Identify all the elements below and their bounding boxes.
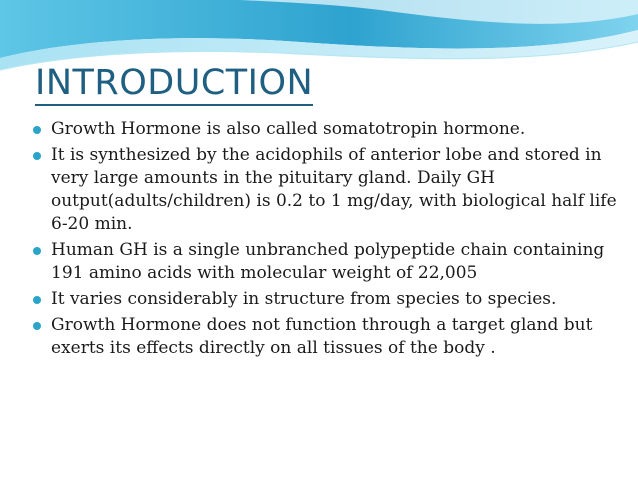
bullet-item — [32, 118, 622, 141]
bullet-list — [32, 118, 622, 363]
bullet-text: Growth Hormone is also called somatotropin hormone. — [51, 119, 526, 139]
slide-title: INTRODUCTION — [35, 62, 313, 106]
bullet-dot-icon — [33, 247, 41, 255]
bullet-dot-icon — [33, 322, 41, 330]
bullet-dot-icon — [33, 126, 41, 134]
bullet-dot-icon — [33, 296, 41, 304]
bullet-item — [32, 288, 622, 311]
bullet-item — [32, 314, 622, 360]
bullet-dot-icon — [33, 152, 41, 160]
bullet-item — [32, 239, 622, 285]
bullet-text: It varies considerably in structure from species to species. — [51, 289, 557, 309]
bullet-text: Human GH is a single unbranched polypeptide chain containing 191 amino acids with molecular weight of 22,005 — [51, 240, 605, 283]
bullet-text: Growth Hormone does not function through a target gland but exerts its effects directly on all tissues of the body . — [51, 315, 593, 358]
bullet-text: It is synthesized by the acidophils of anterior lobe and stored in very large amounts in the pituitary gland. Daily GH output(adults/children) is 0.2 to 1 mg/day, with biological half life 6-20 min. — [51, 145, 617, 234]
bullet-item — [32, 144, 622, 236]
